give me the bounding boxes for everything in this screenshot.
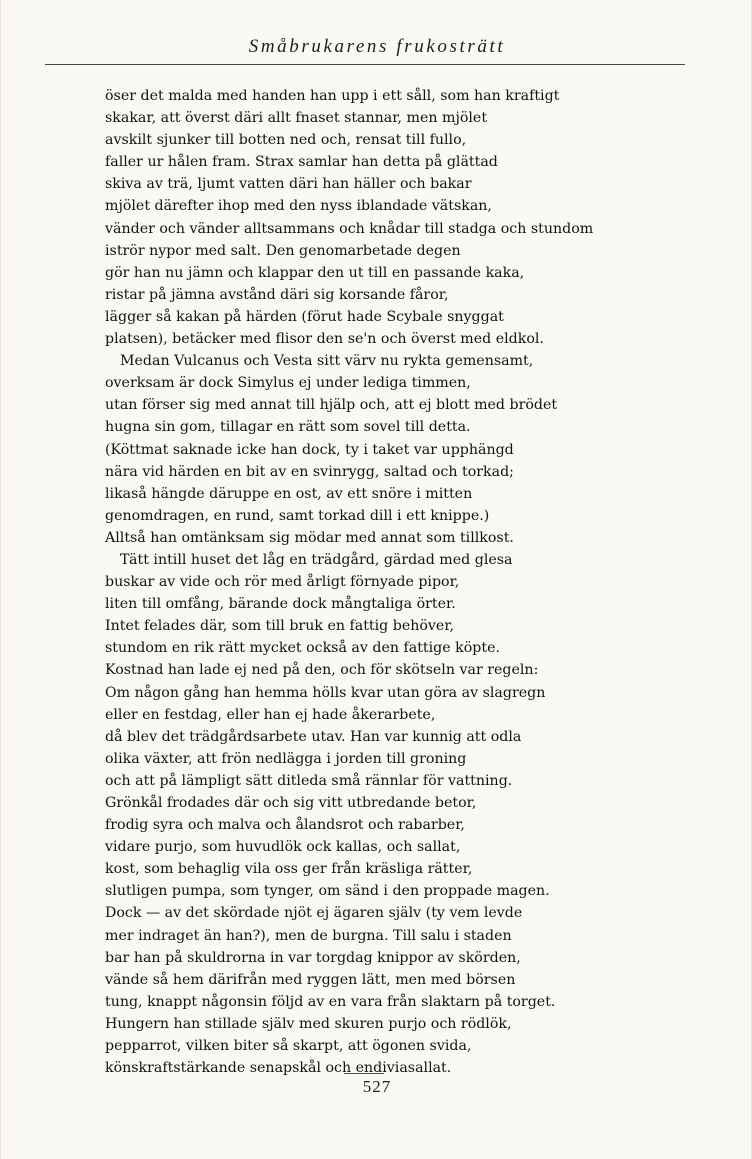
footer-rule: [344, 1073, 384, 1074]
text-line: olika växter, att frön nedlägga i jorden till groning: [105, 750, 467, 767]
text-line: då blev det trädgårdsarbete utav. Han var kunnig att odla: [105, 728, 522, 745]
text-line: (Köttmat saknade icke han dock, ty i taket var upphängd: [105, 441, 514, 458]
text-line-paragraph-start: Tätt intill huset det låg en trädgård, gärdad med glesa: [120, 551, 513, 568]
text-line: lägger så kakan på härden (förut hade Scybale snyggat: [105, 308, 504, 325]
text-line: overksam är dock Simylus ej under lediga timmen,: [105, 375, 471, 392]
header-rule: [45, 64, 685, 65]
text-line: utan förser sig med annat till hjälp och, att ej blott med brödet: [105, 397, 558, 414]
text-line: nära vid härden en bit av en svinrygg, saltad och torkad;: [105, 463, 514, 480]
text-line: slutligen pumpa, som tynger, om sänd i den proppade magen.: [105, 883, 550, 900]
text-line: vänder och vänder alltsammans och knådar till stadga och stundom: [105, 220, 594, 237]
text-line: tung, knappt någonsin följd av en vara från slaktarn på torget.: [105, 993, 556, 1010]
text-line: bar han på skuldrorna in var torgdag knippor av skörden,: [105, 949, 521, 966]
text-line: gör han nu jämn och klappar den ut till en passande kaka,: [105, 264, 525, 281]
text-line: skakar, att överst däri allt fnaset stannar, men mjölet: [105, 110, 488, 127]
poem-text: [105, 85, 645, 1079]
running-head-title: Småbrukarens frukosträtt: [248, 36, 506, 57]
text-line: eller en festdag, eller han ej hade åkerarbete,: [105, 706, 436, 723]
text-line: likaså hängde däruppe en ost, av ett snöre i mitten: [105, 485, 473, 502]
text-line: Kostnad han lade ej ned på den, och för skötseln var regeln:: [105, 662, 539, 679]
text-line: mjölet därefter ihop med den nyss iblandade vätskan,: [105, 198, 492, 215]
text-line: öser det malda med handen han upp i ett såll, som han kraftigt: [105, 88, 560, 104]
text-line: Grönkål frodades där och sig vitt utbredande betor,: [105, 795, 477, 811]
text-line: Intet felades där, som till bruk en fattig behöver,: [105, 618, 455, 635]
text-line: skiva av trä, ljumt vatten däri han häller och bakar: [105, 176, 472, 193]
text-line: könskraftstärkande senapskål och endiviasallat.: [105, 1060, 452, 1077]
page-number: 527: [362, 1077, 392, 1096]
text-line: Alltså han omtänksam sig mödar med annat som tillkost.: [105, 529, 514, 546]
text-line: buskar av vide och rör med årligt förnyade pipor,: [105, 574, 460, 591]
text-line: Dock — av det skördade njöt ej ägaren själv (ty vem levde: [105, 905, 523, 922]
text-line: iströr nypor med salt. Den genomarbetade degen: [105, 242, 461, 259]
text-line: hugna sin gom, tillagar en rätt som sovel till detta.: [105, 419, 471, 436]
text-line: kost, som behaglig vila oss ger från kräsliga rätter,: [105, 861, 473, 878]
text-line: och att på lämpligt sätt ditleda små rännlar för vattning.: [105, 772, 513, 789]
text-line: platsen), betäcker med flisor den se'n och överst med eldkol.: [105, 331, 544, 348]
text-line: vidare purjo, som huvudlök ock kallas, och sallat,: [105, 839, 461, 856]
text-line: avskilt sjunker till botten ned och, rensat till fullo,: [105, 132, 467, 149]
text-line: liten till omfång, bärande dock mångtaliga örter.: [105, 596, 456, 613]
text-line: genomdragen, en rund, samt torkad dill i ett knippe.): [105, 507, 490, 524]
text-line: stundom en rik rätt mycket också av den fattige köpte.: [105, 640, 500, 657]
text-line-paragraph-start: Medan Vulcanus och Vesta sitt värv nu rykta gemensamt,: [120, 353, 534, 370]
text-line: ristar på jämna avstånd däri sig korsande fåror,: [105, 286, 449, 303]
text-line: Hungern han stillade själv med skuren purjo och rödlök,: [105, 1015, 512, 1032]
text-line: Om någon gång han hemma hölls kvar utan göra av slagregn: [105, 684, 546, 701]
text-line: vände så hem därifrån med ryggen lätt, men med börsen: [105, 971, 516, 988]
text-line: pepparrot, vilken biter så skarpt, att ögonen svida,: [105, 1038, 472, 1055]
text-line: faller ur hålen fram. Strax samlar han detta på glättad: [105, 154, 498, 171]
text-line: frodig syra och malva och ålandsrot och rabarber,: [105, 817, 465, 834]
text-line: mer indraget än han?), men de burgna. Till salu i staden: [105, 927, 512, 944]
